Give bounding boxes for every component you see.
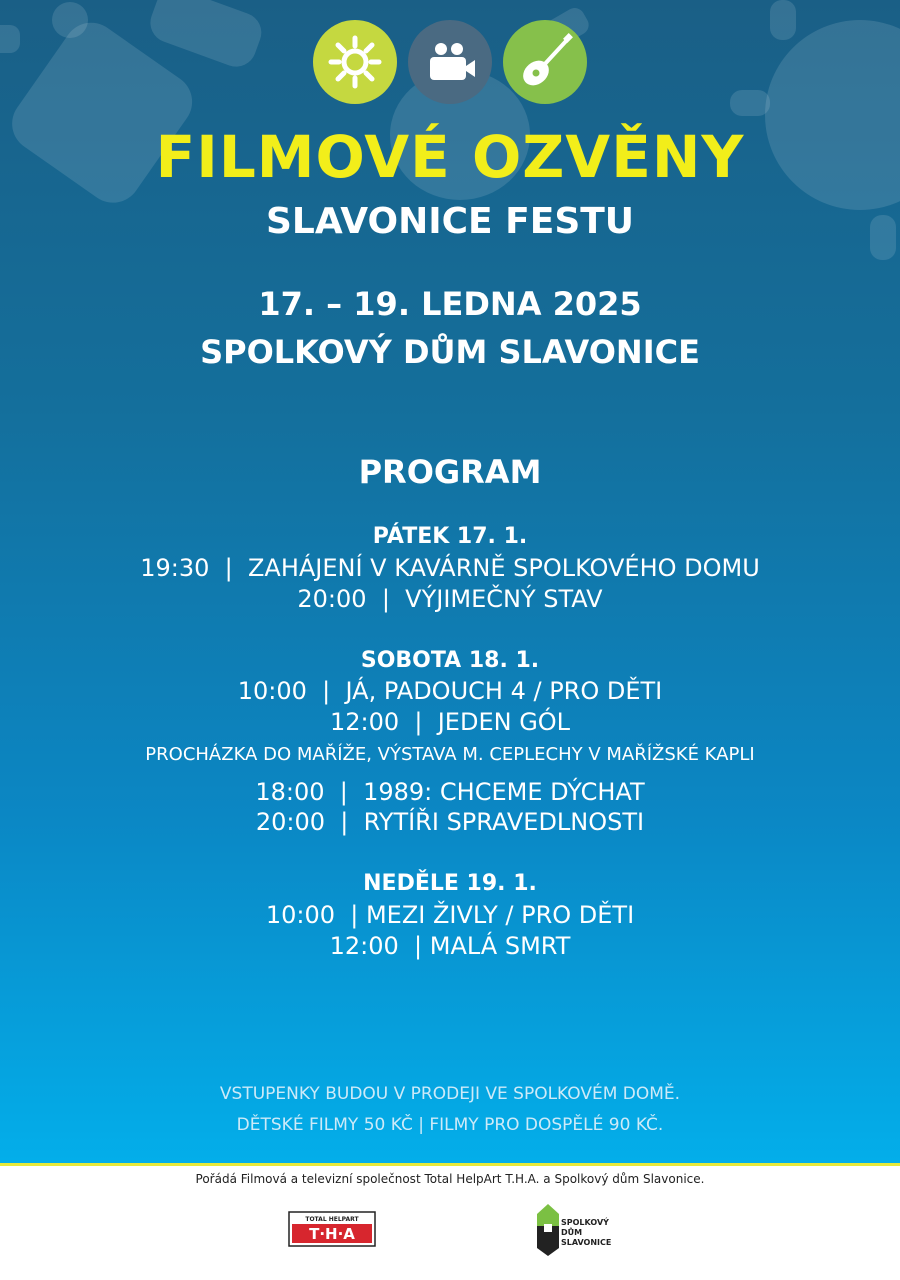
sun-circle [313, 20, 397, 104]
program-item: 12:00 | JEDEN GÓL [329, 708, 571, 736]
festival-dates: 17. – 19. LEDNA 2025 [258, 285, 642, 323]
camera-circle [408, 20, 492, 104]
program-item: 19:30 | ZAHÁJENÍ V KAVÁRNĚ SPOLKOVÉHO DOMU [140, 554, 760, 582]
tha-logo-main: T·H·A [309, 1225, 355, 1243]
tickets-info: VSTUPENKY BUDOU V PRODEJI VE SPOLKOVÉM DOMĚ. [219, 1084, 681, 1104]
program-item: 10:00 | MEZI ŽIVLY / PRO DĚTI [265, 901, 635, 929]
program-item: 18:00 | 1989: CHCEME DÝCHAT [255, 778, 645, 806]
ticket-prices: DĚTSKÉ FILMY 50 KČ | FILMY PRO DOSPĚLÉ 90 KČ. [236, 1115, 664, 1135]
day-friday-label: PÁTEK 17. 1. [372, 524, 528, 549]
guitar-icon [503, 20, 587, 104]
festival-subtitle: SLAVONICE FESTU [265, 201, 635, 242]
sds-logo-line2: DŮM [561, 1228, 583, 1237]
festival-title: FILMOVÉ OZVĚNY [155, 123, 745, 191]
house-icon [537, 1204, 559, 1256]
icon-row [313, 20, 588, 106]
program-item: 20:00 | RYTÍŘI SPRAVEDLNOSTI [255, 808, 645, 836]
tha-logo-top: TOTAL HELPART [305, 1216, 359, 1223]
sds-logo-line1: SPOLKOVÝ [561, 1218, 609, 1227]
day-saturday-label: SOBOTA 18. 1. [360, 648, 540, 673]
guitar-circle [503, 20, 587, 104]
day-sunday-label: NEDĚLE 19. 1. [363, 871, 537, 896]
program-item: 10:00 | JÁ, PADOUCH 4 / PRO DĚTI [237, 677, 663, 705]
film-camera-icon [408, 20, 492, 104]
program-heading: PROGRAM [358, 453, 542, 491]
festival-venue: SPOLKOVÝ DŮM SLAVONICE [200, 333, 700, 371]
organizer-footer [0, 1163, 900, 1280]
saturday-note: PROCHÁZKA DO MAŘÍŽE, VÝSTAVA M. CEPLECHY V MAŘÍŽSKÉ KAPLI [145, 744, 755, 765]
sds-logo-line3: SLAVONICE [561, 1238, 612, 1247]
program-item: 20:00 | VÝJIMEČNÝ STAV [297, 585, 603, 613]
spolkovy-dum-logo [537, 1204, 627, 1256]
tha-logo [288, 1211, 376, 1247]
program-item: 12:00 | MALÁ SMRT [329, 932, 571, 960]
sun-icon [313, 20, 397, 104]
organizer-credit: Pořádá Filmová a televizní společnost Total HelpArt T.H.A. a Spolkový dům Slavonice. [195, 1172, 705, 1186]
